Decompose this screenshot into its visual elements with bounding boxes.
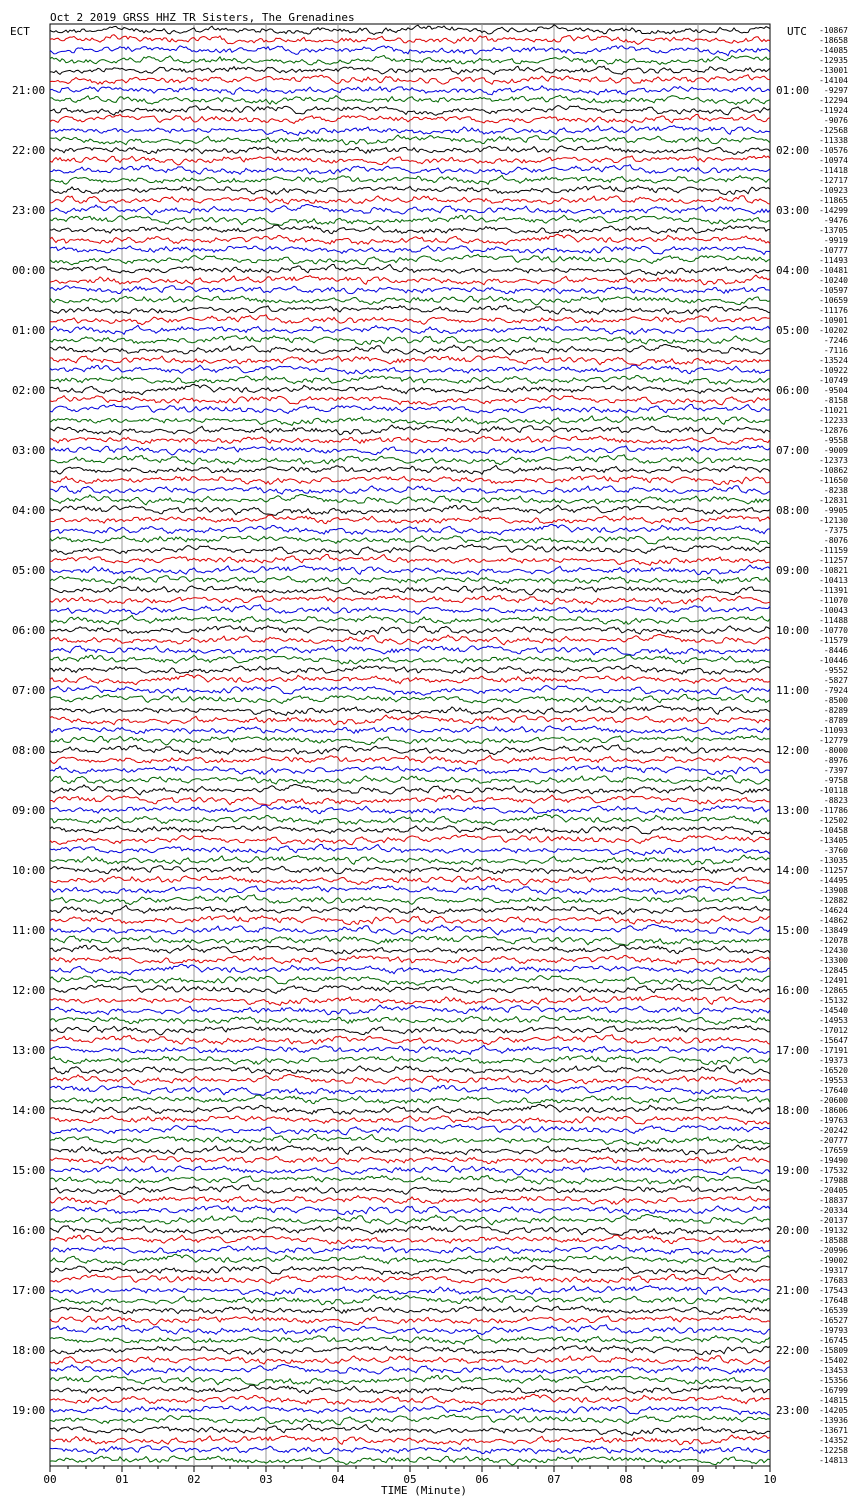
trace-offset-label: -12779 <box>819 736 848 745</box>
ect-hour-label: 17:00 <box>12 1284 46 1297</box>
trace-offset-label: -9504 <box>823 386 848 395</box>
trace-offset-label: -12373 <box>819 456 848 465</box>
trace-offset-label: -10043 <box>819 606 848 615</box>
trace-offset-label: -12502 <box>819 816 848 825</box>
x-tick-label: 00 <box>43 1473 57 1486</box>
trace-offset-label: -16527 <box>819 1316 848 1325</box>
trace-offset-label: -9297 <box>823 86 848 95</box>
ect-hour-label: 22:00 <box>12 144 46 157</box>
x-tick-label: 05 <box>403 1473 417 1486</box>
trace-offset-label: -13524 <box>819 356 848 365</box>
trace-offset-label: -14085 <box>819 46 848 55</box>
trace-offset-label: -12831 <box>819 496 848 505</box>
ect-hour-label: 16:00 <box>12 1224 46 1237</box>
trace-offset-label: -19132 <box>819 1226 848 1235</box>
ect-hour-label: 08:00 <box>12 744 46 757</box>
trace-offset-label: -12491 <box>819 976 848 985</box>
trace-offset-label: -15356 <box>819 1376 848 1385</box>
trace-offset-label: -12568 <box>819 126 848 135</box>
trace-offset-label: -20600 <box>819 1096 848 1105</box>
trace-offset-label: -17543 <box>819 1286 848 1295</box>
ect-hour-label: 03:00 <box>12 444 46 457</box>
ect-hour-label: 12:00 <box>12 984 46 997</box>
trace-offset-label: -10867 <box>819 26 848 35</box>
ect-hour-label: 04:00 <box>12 504 46 517</box>
trace-offset-label: -13035 <box>819 856 848 865</box>
ect-hour-label: 15:00 <box>12 1164 46 1177</box>
trace-offset-label: -12078 <box>819 936 848 945</box>
trace-offset-label: -11391 <box>819 586 848 595</box>
trace-offset-label: -8076 <box>823 536 848 545</box>
trace-offset-label: -14205 <box>819 1406 848 1415</box>
trace-offset-label: -12430 <box>819 946 848 955</box>
trace-offset-label: -17640 <box>819 1086 848 1095</box>
trace-offset-label: -11159 <box>819 546 848 555</box>
utc-hour-label: 15:00 <box>776 924 810 937</box>
trace-offset-label: -17532 <box>819 1166 848 1175</box>
trace-offset-label: -11257 <box>819 866 848 875</box>
trace-offset-label: -14299 <box>819 206 848 215</box>
trace-offset-label: -7246 <box>823 336 848 345</box>
trace-offset-label: -19553 <box>819 1076 848 1085</box>
trace-offset-label: -19490 <box>819 1156 848 1165</box>
trace-offset-label: -14953 <box>819 1016 848 1025</box>
trace-offset-label: -11176 <box>819 306 848 315</box>
trace-offset-label: -12865 <box>819 986 848 995</box>
trace-offset-label: -10458 <box>819 826 848 835</box>
trace-offset-label: -13936 <box>819 1416 848 1425</box>
trace-offset-label: -14495 <box>819 876 848 885</box>
trace-offset-label: -9009 <box>823 446 848 455</box>
trace-offset-label: -15402 <box>819 1356 848 1365</box>
ect-hour-label: 18:00 <box>12 1344 46 1357</box>
trace-offset-label: -11021 <box>819 406 848 415</box>
trace-offset-label: -10597 <box>819 286 848 295</box>
trace-offset-label: -3760 <box>823 846 848 855</box>
trace-offset-label: -14815 <box>819 1396 848 1405</box>
utc-hour-label: 19:00 <box>776 1164 810 1177</box>
trace-offset-label: -9552 <box>823 666 848 675</box>
trace-offset-label: -11488 <box>819 616 848 625</box>
trace-offset-label: -19793 <box>819 1326 848 1335</box>
x-tick-label: 08 <box>619 1473 633 1486</box>
trace-offset-label: -10202 <box>819 326 848 335</box>
utc-hour-label: 11:00 <box>776 684 810 697</box>
trace-offset-label: -20137 <box>819 1216 848 1225</box>
trace-offset-label: -14540 <box>819 1006 848 1015</box>
trace-offset-label: -10922 <box>819 366 848 375</box>
trace-offset-label: -9558 <box>823 436 848 445</box>
trace-offset-label: -11786 <box>819 806 848 815</box>
x-tick-label: 10 <box>763 1473 777 1486</box>
trace-offset-label: -11418 <box>819 166 848 175</box>
trace-offset-label: -10821 <box>819 566 848 575</box>
utc-hour-label: 23:00 <box>776 1404 810 1417</box>
utc-hour-label: 04:00 <box>776 264 810 277</box>
trace-offset-label: -9076 <box>823 116 848 125</box>
ect-hour-label: 02:00 <box>12 384 46 397</box>
trace-offset-label: -10118 <box>819 786 848 795</box>
trace-offset-label: -11650 <box>819 476 848 485</box>
trace-offset-label: -16539 <box>819 1306 848 1315</box>
right-axis-label: UTC <box>787 25 807 38</box>
ect-hour-label: 11:00 <box>12 924 46 937</box>
utc-hour-label: 16:00 <box>776 984 810 997</box>
trace-offset-label: -9476 <box>823 216 848 225</box>
x-tick-label: 04 <box>331 1473 345 1486</box>
trace-offset-label: -10749 <box>819 376 848 385</box>
trace-offset-label: -7375 <box>823 526 848 535</box>
trace-offset-label: -10413 <box>819 576 848 585</box>
trace-offset-label: -10481 <box>819 266 848 275</box>
x-tick-label: 01 <box>115 1473 129 1486</box>
trace-offset-label: -10974 <box>819 156 848 165</box>
trace-offset-label: -13908 <box>819 886 848 895</box>
trace-offset-label: -13453 <box>819 1366 848 1375</box>
ect-hour-label: 05:00 <box>12 564 46 577</box>
utc-hour-label: 20:00 <box>776 1224 810 1237</box>
ect-hour-label: 19:00 <box>12 1404 46 1417</box>
trace-offset-label: -11338 <box>819 136 848 145</box>
utc-hour-label: 12:00 <box>776 744 810 757</box>
utc-hour-label: 17:00 <box>776 1044 810 1057</box>
utc-hour-label: 05:00 <box>776 324 810 337</box>
ect-hour-label: 13:00 <box>12 1044 46 1057</box>
trace-offset-label: -11924 <box>819 106 848 115</box>
trace-offset-label: -13405 <box>819 836 848 845</box>
trace-offset-label: -10240 <box>819 276 848 285</box>
trace-offset-label: -20777 <box>819 1136 848 1145</box>
trace-offset-label: -12717 <box>819 176 848 185</box>
trace-offset-label: -8000 <box>823 746 848 755</box>
ect-hour-label: 06:00 <box>12 624 46 637</box>
trace-offset-label: -11257 <box>819 556 848 565</box>
trace-offset-label: -16520 <box>819 1066 848 1075</box>
trace-offset-label: -11579 <box>819 636 848 645</box>
trace-offset-label: -10659 <box>819 296 848 305</box>
trace-offset-label: -20405 <box>819 1186 848 1195</box>
trace-offset-label: -10777 <box>819 246 848 255</box>
trace-offset-label: -8976 <box>823 756 848 765</box>
ect-hour-label: 10:00 <box>12 864 46 877</box>
trace-offset-label: -11865 <box>819 196 848 205</box>
ect-hour-label: 14:00 <box>12 1104 46 1117</box>
trace-offset-label: -14352 <box>819 1436 848 1445</box>
utc-hour-label: 06:00 <box>776 384 810 397</box>
trace-offset-label: -13705 <box>819 226 848 235</box>
trace-offset-label: -17659 <box>819 1146 848 1155</box>
trace-offset-label: -12233 <box>819 416 848 425</box>
trace-offset-label: -18588 <box>819 1236 848 1245</box>
trace-offset-label: -15132 <box>819 996 848 1005</box>
ect-hour-label: 21:00 <box>12 84 46 97</box>
utc-hour-label: 10:00 <box>776 624 810 637</box>
trace-offset-label: -20242 <box>819 1126 848 1135</box>
trace-offset-label: -10901 <box>819 316 848 325</box>
utc-hour-label: 07:00 <box>776 444 810 457</box>
trace-offset-label: -19317 <box>819 1266 848 1275</box>
utc-hour-label: 08:00 <box>776 504 810 517</box>
trace-offset-label: -8500 <box>823 696 848 705</box>
trace-offset-label: -19763 <box>819 1116 848 1125</box>
trace-offset-label: -17191 <box>819 1046 848 1055</box>
trace-offset-label: -18837 <box>819 1196 848 1205</box>
trace-offset-label: -17012 <box>819 1026 848 1035</box>
trace-offset-label: -17648 <box>819 1296 848 1305</box>
utc-hour-label: 02:00 <box>776 144 810 157</box>
trace-offset-label: -11493 <box>819 256 848 265</box>
trace-offset-label: -16745 <box>819 1336 848 1345</box>
trace-offset-label: -13001 <box>819 66 848 75</box>
trace-offset-label: -9905 <box>823 506 848 515</box>
utc-hour-label: 13:00 <box>776 804 810 817</box>
ect-hour-label: 09:00 <box>12 804 46 817</box>
utc-hour-label: 01:00 <box>776 84 810 97</box>
trace-offset-label: -17683 <box>819 1276 848 1285</box>
trace-offset-label: -14104 <box>819 76 848 85</box>
trace-offset-label: -12845 <box>819 966 848 975</box>
ect-hour-label: 07:00 <box>12 684 46 697</box>
trace-offset-label: -12258 <box>819 1446 848 1455</box>
trace-offset-label: -8446 <box>823 646 848 655</box>
trace-offset-label: -10923 <box>819 186 848 195</box>
trace-offset-label: -14862 <box>819 916 848 925</box>
trace-offset-label: -15809 <box>819 1346 848 1355</box>
ect-hour-label: 23:00 <box>12 204 46 217</box>
trace-offset-label: -5827 <box>823 676 848 685</box>
trace-offset-label: -9758 <box>823 776 848 785</box>
trace-offset-label: -12876 <box>819 426 848 435</box>
trace-offset-label: -8823 <box>823 796 848 805</box>
utc-hour-label: 18:00 <box>776 1104 810 1117</box>
trace-offset-label: -13849 <box>819 926 848 935</box>
x-axis-label: TIME (Minute) <box>380 1484 468 1497</box>
trace-offset-label: -10446 <box>819 656 848 665</box>
utc-hour-label: 03:00 <box>776 204 810 217</box>
trace-offset-label: -20996 <box>819 1246 848 1255</box>
x-tick-label: 07 <box>547 1473 561 1486</box>
trace-offset-label: -11070 <box>819 596 848 605</box>
trace-offset-label: -8158 <box>823 396 848 405</box>
trace-offset-label: -18658 <box>819 36 848 45</box>
trace-offset-label: -12935 <box>819 56 848 65</box>
utc-hour-label: 22:00 <box>776 1344 810 1357</box>
trace-offset-label: -9919 <box>823 236 848 245</box>
utc-hour-label: 14:00 <box>776 864 810 877</box>
trace-offset-label: -10576 <box>819 146 848 155</box>
trace-offset-label: -7924 <box>823 686 848 695</box>
trace-offset-label: -19002 <box>819 1256 848 1265</box>
trace-offset-label: -17988 <box>819 1176 848 1185</box>
utc-hour-label: 21:00 <box>776 1284 810 1297</box>
trace-offset-label: -8789 <box>823 716 848 725</box>
trace-offset-label: -10862 <box>819 466 848 475</box>
trace-offset-label: -16799 <box>819 1386 848 1395</box>
trace-offset-label: -7116 <box>823 346 848 355</box>
trace-offset-label: -12130 <box>819 516 848 525</box>
trace-offset-label: -11093 <box>819 726 848 735</box>
trace-offset-label: -7397 <box>823 766 848 775</box>
trace-offset-label: -13671 <box>819 1426 848 1435</box>
trace-offset-label: -10770 <box>819 626 848 635</box>
trace-offset-label: -12882 <box>819 896 848 905</box>
ect-hour-label: 01:00 <box>12 324 46 337</box>
chart-title: Oct 2 2019 GRSS HHZ TR Sisters, The Grenadines <box>50 11 355 24</box>
trace-offset-label: -8238 <box>823 486 848 495</box>
ect-hour-label: 00:00 <box>12 264 46 277</box>
trace-offset-label: -8289 <box>823 706 848 715</box>
x-tick-label: 09 <box>691 1473 705 1486</box>
trace-offset-label: -19373 <box>819 1056 848 1065</box>
trace-offset-label: -13300 <box>819 956 848 965</box>
left-axis-label: ECT <box>10 25 30 38</box>
trace-offset-label: -18606 <box>819 1106 848 1115</box>
utc-hour-label: 09:00 <box>776 564 810 577</box>
trace-offset-label: -14813 <box>819 1456 848 1465</box>
trace-offset-label: -14624 <box>819 906 848 915</box>
x-tick-label: 03 <box>259 1473 273 1486</box>
trace-offset-label: -20334 <box>819 1206 848 1215</box>
trace-offset-label: -12294 <box>819 96 848 105</box>
x-tick-label: 02 <box>187 1473 201 1486</box>
x-tick-label: 06 <box>475 1473 489 1486</box>
trace-offset-label: -15647 <box>819 1036 848 1045</box>
